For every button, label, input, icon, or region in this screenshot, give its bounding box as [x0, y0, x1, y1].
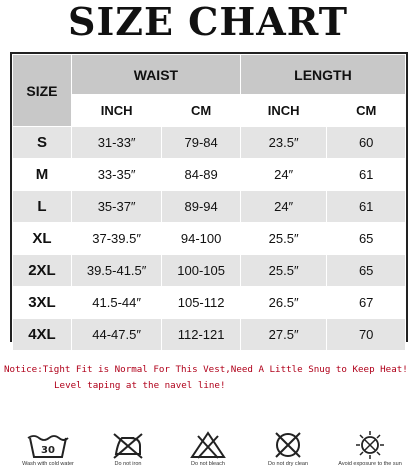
care-item-bleach [168, 430, 248, 467]
length-inch-cell: 27.5″ [240, 319, 326, 351]
care-label: Do not iron [114, 461, 142, 467]
table-row [13, 159, 406, 191]
length-inch-cell: 25.5″ [240, 255, 326, 287]
size-cell: 4XL [13, 319, 72, 351]
no-dry-clean-icon [268, 430, 308, 460]
length-cm-cell: 65 [327, 255, 406, 287]
size-cell: XL [13, 223, 72, 255]
length-cm-cell: 70 [327, 319, 406, 351]
wash-temp-label: 30 [41, 445, 55, 456]
size-cell: S [13, 127, 72, 159]
avoid-sun-icon [350, 430, 390, 460]
table-row [13, 191, 406, 223]
table-row [13, 223, 406, 255]
waist-cm-cell: 105-112 [162, 287, 241, 319]
length-inch-header: INCH [240, 95, 326, 127]
care-item-sun [330, 430, 410, 467]
no-iron-icon [108, 430, 148, 460]
length-cm-cell: 61 [327, 159, 406, 191]
wash-30-icon [26, 430, 70, 460]
waist-cm-cell: 89-94 [162, 191, 241, 223]
waist-cm-cell: 84-89 [162, 159, 241, 191]
care-instructions [0, 430, 416, 473]
waist-inch-cell: 37-39.5″ [71, 223, 161, 255]
waist-cm-header: CM [162, 95, 241, 127]
waist-inch-cell: 33-35″ [71, 159, 161, 191]
waist-header: WAIST [71, 55, 240, 95]
length-inch-cell: 26.5″ [240, 287, 326, 319]
length-cm-cell: 65 [327, 223, 406, 255]
length-header: LENGTH [240, 55, 405, 95]
length-inch-cell: 25.5″ [240, 223, 326, 255]
table-row [13, 127, 406, 159]
size-chart-table [10, 52, 408, 342]
length-cm-header: CM [327, 95, 406, 127]
waist-inch-cell: 35-37″ [71, 191, 161, 223]
length-cm-cell: 60 [327, 127, 406, 159]
waist-cm-cell: 94-100 [162, 223, 241, 255]
length-cm-cell: 61 [327, 191, 406, 223]
waist-cm-cell: 79-84 [162, 127, 241, 159]
table-row [13, 319, 406, 351]
table-row [13, 255, 406, 287]
size-cell: M [13, 159, 72, 191]
care-label: Do not bleach [191, 461, 225, 467]
no-bleach-icon [188, 430, 228, 460]
length-inch-cell: 24″ [240, 191, 326, 223]
fit-notice [4, 362, 414, 394]
size-cell: 2XL [13, 255, 72, 287]
notice-line-2: Level taping at the navel line! [54, 380, 226, 391]
care-item-dry-clean [248, 430, 328, 467]
size-cell: 3XL [13, 287, 72, 319]
length-inch-cell: 23.5″ [240, 127, 326, 159]
length-cm-cell: 67 [327, 287, 406, 319]
care-label: Avoid exposure to the sun [338, 461, 402, 467]
size-header: SIZE [13, 55, 72, 127]
care-label: Do not dry clean [267, 461, 309, 467]
waist-inch-cell: 31-33″ [71, 127, 161, 159]
page-title: SIZE CHART [68, 0, 348, 44]
care-item-wash [8, 430, 88, 467]
waist-inch-cell: 39.5-41.5″ [71, 255, 161, 287]
waist-cm-cell: 112-121 [162, 319, 241, 351]
waist-inch-cell: 44-47.5″ [71, 319, 161, 351]
table-row [13, 287, 406, 319]
waist-inch-header: INCH [71, 95, 161, 127]
waist-inch-cell: 41.5-44″ [71, 287, 161, 319]
length-inch-cell: 24″ [240, 159, 326, 191]
size-cell: L [13, 191, 72, 223]
notice-line-1: Notice:Tight Fit is Normal For This Vest,Need A Little Snug to Keep Heat! [4, 364, 408, 375]
care-label: Wash with cold water [22, 461, 74, 467]
waist-cm-cell: 100-105 [162, 255, 241, 287]
care-item-iron [88, 430, 168, 467]
